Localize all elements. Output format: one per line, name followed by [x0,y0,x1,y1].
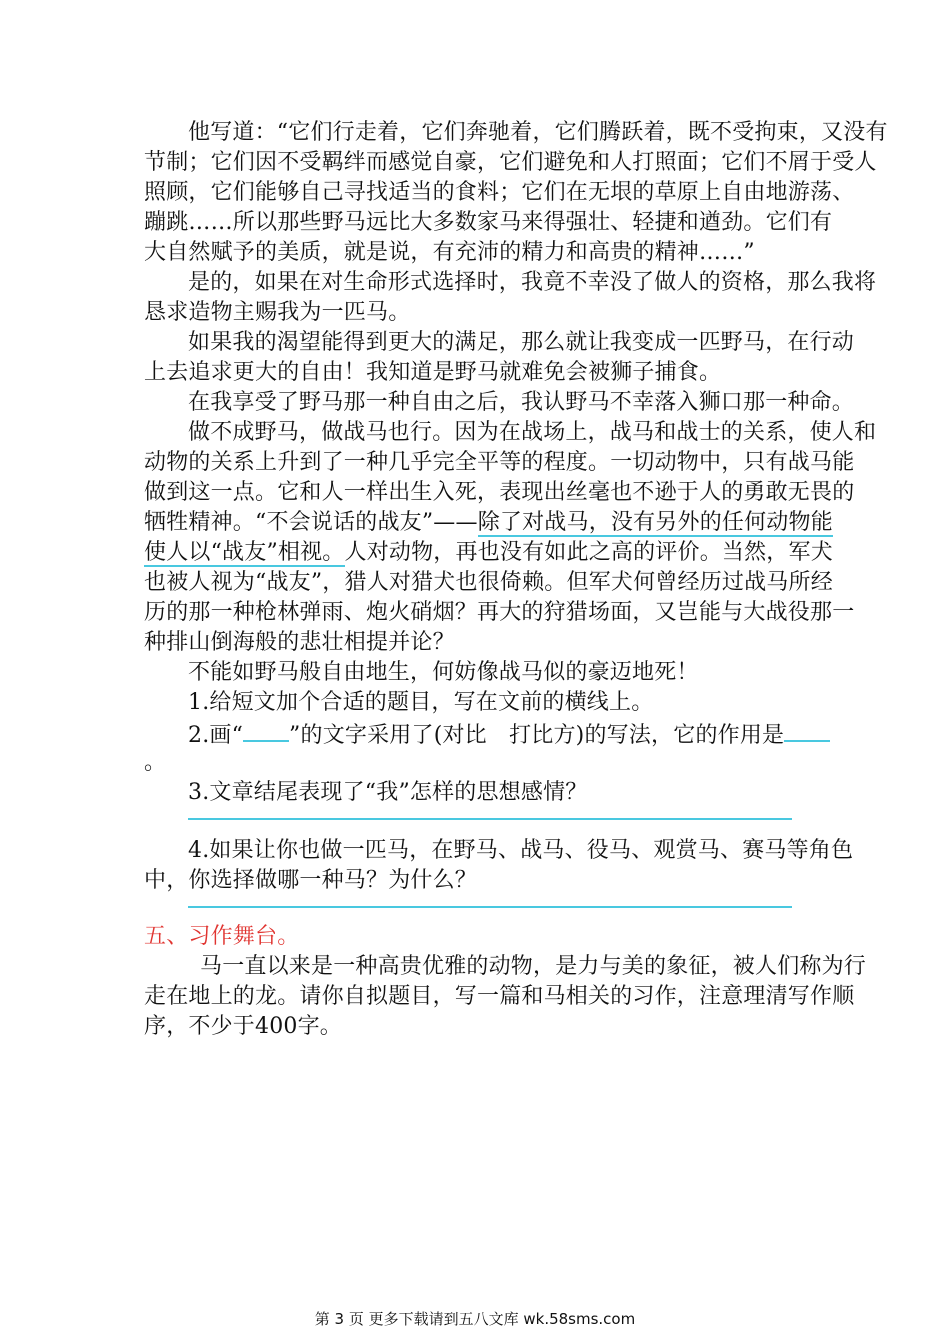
answer-line[interactable] [188,818,792,820]
passage-line: 做到这一点。它和人一样出生入死，表现出丝毫也不逊于人的勇敢无畏的 [144,480,855,505]
passage-line: 也被人视为“战友”，猎人对猎犬也很倚赖。但军犬何曾经历过战马所经 [144,570,833,595]
passage-line [144,508,864,538]
question-2-text: ”的文字采用了(对比 打比方)的写法，它的作用是 [289,723,785,748]
passage-line: 节制；它们因不受羁绊而感觉自豪，它们避免和人打照面；它们不屑于受人 [144,150,877,175]
section-text: 序，不少于400字。 [144,1014,342,1039]
underlined-sentence: 使人以“战友”相视。 [144,540,345,565]
section-text: 走在地上的龙。请你自拟题目，写一篇和马相关的习作，注意理清写作顺 [144,984,855,1009]
question-2-text: 2.画“ [188,723,244,748]
question-3: 3.文章结尾表现了“我”怎样的思想感情？ [188,780,588,805]
answer-line[interactable] [188,906,792,908]
question-2 [188,718,864,751]
passage-line: 如果我的渴望能得到更大的满足，那么就让我变成一匹野马，在行动 [188,330,855,355]
passage-line: 他写道：“它们行走着，它们奔驰着，它们腾跃着，既不受拘束，又没有 [188,120,888,145]
page-footer: 第 3 页 更多下载请到五八文库 wk.58sms.com [314,1310,636,1328]
question-4: 中，你选择做哪一种马？为什么？ [144,868,478,893]
passage-text: 人对动物，再也没有如此之高的评价。当然，军犬 [344,540,833,565]
passage-line: 种排山倒海般的悲壮相提并论？ [144,630,455,655]
question-1: 1.给短文加个合适的题目，写在文前的横线上。 [188,690,654,715]
passage-line: 上去追求更大的自由！我知道是野马就难免会被狮子捕食。 [144,360,722,385]
section-text: 马一直以来是一种高贵优雅的动物，是力与美的象征，被人们称为行 [200,954,867,979]
passage-line: 动物的关系上升到了一种几乎完全平等的程度。一切动物中，只有战马能 [144,450,855,475]
passage-line [144,538,864,568]
passage-line: 不能如野马般自由地生，何妨像战马似的豪迈地死！ [188,660,699,685]
question-2-end: 。 [144,750,167,775]
passage-line: 做不成野马，做战马也行。因为在战场上，战马和战士的关系，使人和 [188,420,877,445]
passage-line: 大自然赋予的美质，就是说，有充沛的精力和高贵的精神……” [144,240,755,265]
passage-line: 蹦跳……所以那些野马远比大多数家马来得强壮、轻捷和遒劲。它们有 [144,210,833,235]
passage-line: 在我享受了野马那一种自由之后，我认野马不幸落入狮口那一种命。 [188,390,855,415]
passage-line: 照顾，它们能够自己寻找适当的食料；它们在无垠的草原上自由地游荡、 [144,180,855,205]
passage-line: 历的那一种枪林弹雨、炮火硝烟？再大的狩猎场面，又岂能与大战役那一 [144,600,855,625]
passage-text: 牺牲精神。“不会说话的战友”—— [144,510,478,535]
answer-blank[interactable] [243,718,289,742]
underlined-sentence: 除了对战马，没有另外的任何动物能 [477,510,833,535]
passage-line: 是的，如果在对生命形式选择时，我竟不幸没了做人的资格，那么我将 [188,270,877,295]
section-title: 五、习作舞台。 [144,924,300,949]
question-4: 4.如果让你也做一匹马，在野马、战马、役马、观赏马、赛马等角色 [188,838,854,863]
passage-line: 恳求造物主赐我为一匹马。 [144,300,411,325]
answer-blank[interactable] [784,718,830,742]
